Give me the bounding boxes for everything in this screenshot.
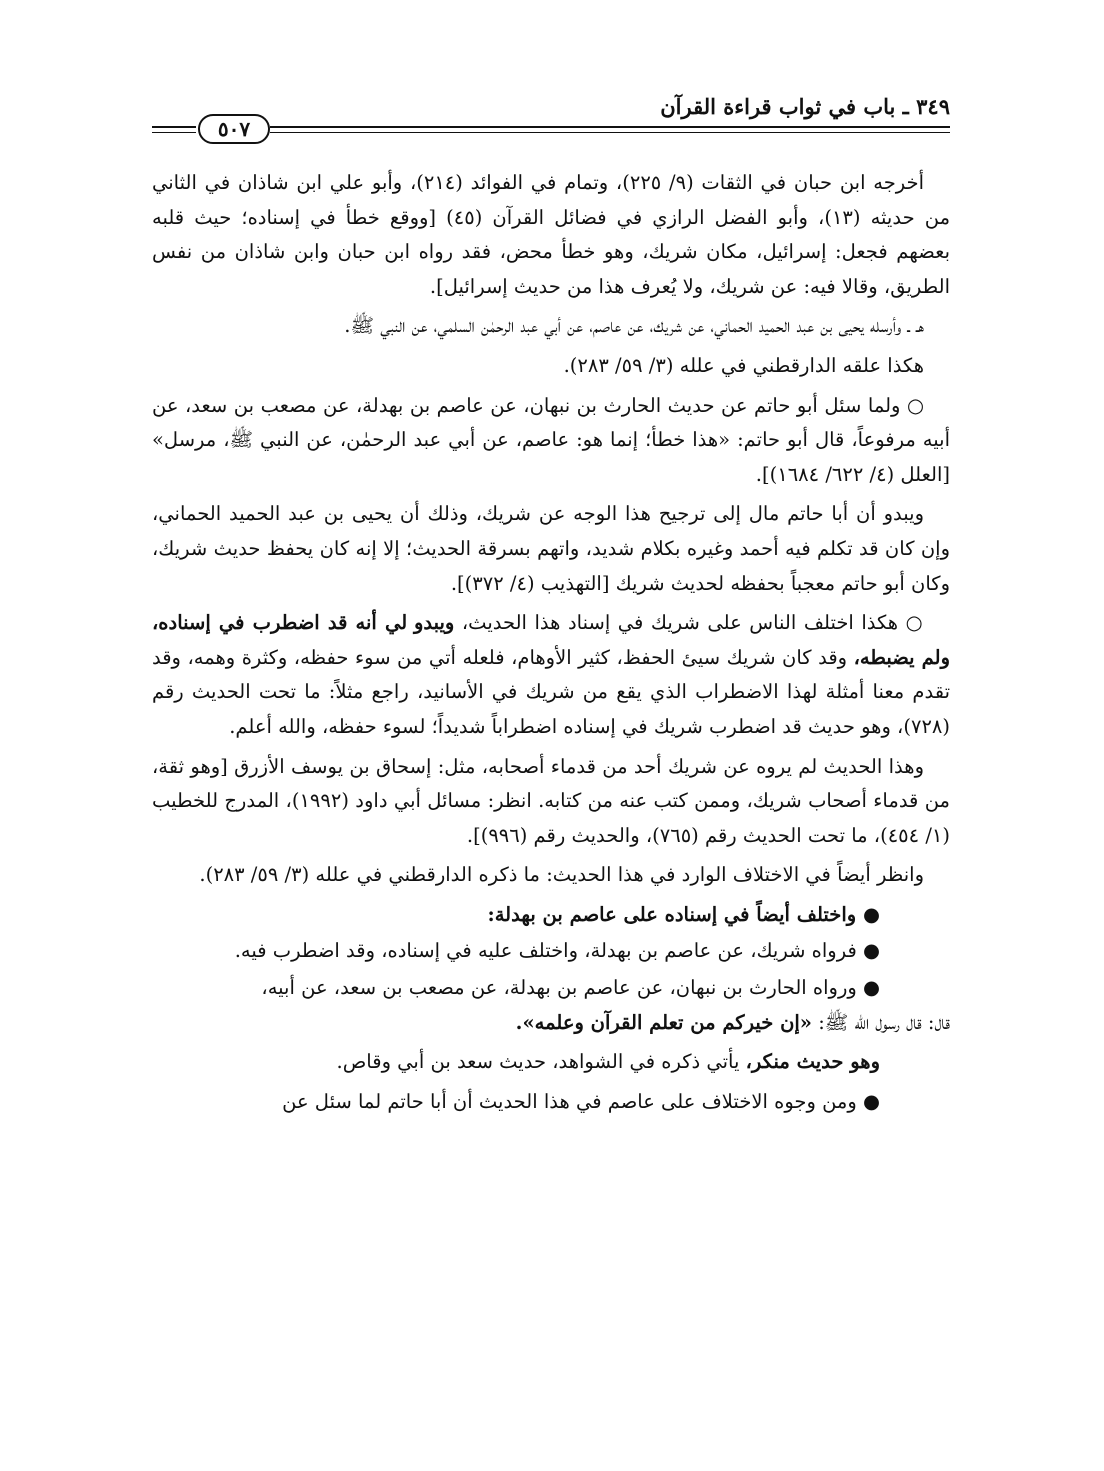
paragraph-see-also: وانظر أيضاً في الاختلاف الوارد في هذا الحديث: ما ذكره الدارقطني في علله (٣/ ٥٩/ ٢٨٣).: [199, 863, 924, 887]
paragraph-tarjih: ويبدو أن أبا حاتم مال إلى ترجيح هذا الوجه عن شريك، وذلك أن يحيى بن عبد الحميد الحماني، وإن كان قد تكلم فيه أحمد وغيره بكلام شديد، واتهم بسرقة الحديث؛ إلا إنه كان يحفظ حديث شريك، وكان أبو حاتم معجباً بحفظه لحديث شريك [التهذيب (٤/ ٣٧٢)].: [152, 502, 950, 595]
chapter-title: ٣٤٩ ـ باب في ثواب قراءة القرآن: [660, 94, 950, 119]
paragraph-mursal: هـ ـ وأرسله يحيى بن عبد الحميد الحماني، عن شريك، عن عاصم، عن أبي عبد الرحمٰن السلمي، عن النبي ﷺ.: [344, 314, 924, 338]
bullet-item: [152, 1085, 950, 1120]
bullet-item: [152, 971, 950, 1006]
bullet-icon: ●: [862, 939, 880, 963]
paragraph-azraq: وهذا الحديث لم يروه عن شريك أحد من قدماء أصحابه، مثل: إسحاق بن يوسف الأزرق [وهو ثقة، من قدماء أصحاب شريك، وممن كتب عنه من كتابه. انظر: مسائل أبي داود (١٩٩٢)، المدرج للخطيب (١/ ٤٥٤)، ما تحت الحديث رقم (٧٦٥)، والحديث رقم (٩٩٦)].: [152, 754, 950, 847]
header-rule: [270, 126, 950, 128]
paragraph-abu-hatim: ○ ولما سئل أبو حاتم عن حديث الحارث بن نبهان، عن عاصم بن بهدلة، عن مصعب بن سعد، عن أبيه مرفوعاً، قال أبو حاتم: «هذا خطأ؛ إنما هو: عاصم، عن أبي عبد الرحمٰن، عن النبي ﷺ، مرسل» [العلل (٤/ ٦٢٢/ ١٦٨٤)].: [152, 393, 950, 486]
bullet-icon: ●: [862, 902, 880, 926]
bullet-text: واختلف أيضاً في إسناده على عاصم بن بهدلة:: [487, 902, 857, 926]
bold-text-run: وهو حديث منكر،: [745, 1050, 880, 1074]
bullet-text: فرواه شريك، عن عاصم بن بهدلة، واختلف عليه في إسناده، وقد اضطرب فيه.: [234, 939, 857, 963]
bullet-icon: ●: [862, 1089, 880, 1113]
page-number: ٥٠٧: [198, 114, 270, 144]
bullet-item: [152, 934, 950, 969]
header-rule-left: [152, 126, 196, 128]
paragraph-takhrij: أخرجه ابن حبان في الثقات (٩/ ٢٢٥)، وتمام في الفوائد (٢١٤)، وأبو علي ابن شاذان في الثاني من حديثه (١٣)، وأبو الفضل الرازي في فضائل القرآن (٤٥) [ووقع خطأ في إسناده؛ حيث قلبه بعضهم فجعل: إسرائيل، مكان شريك، وهو خطأ محض، فقد رواه ابن حبان وابن شاذان من نفس الطريق، وقالا فيه: عن شريك، ولا يُعرف هذا من حديث إسرائيل].: [152, 171, 951, 298]
bullet-item: [152, 898, 950, 933]
page-header: [152, 92, 950, 152]
text-run: وقد كان شريك سيئ الحفظ، كثير الأوهام، فلعله أتي من سوء حفظه، وكثرة وهمه، وقد تقدم معنا أمثلة لهذا الاضطراب الذي يقع من شريك في الأسانيد، راجع مثلاً: ما تحت الحديث رقم (٧٢٨)، وهو حديث قد اضطرب شريك في إسناده اضطراباً شديداً؛ لسوء حفظه، والله أعلم.: [152, 645, 950, 738]
bullet-text: ومن وجوه الاختلاف على عاصم في هذا الحديث أن أبا حاتم لما سئل عن: [282, 1089, 857, 1113]
bullet-text: ورواه الحارث بن نبهان، عن عاصم بن بهدلة، عن مصعب بن سعد، عن أبيه،: [261, 976, 857, 1000]
paragraph-daraqutni: هكذا علقه الدارقطني في علله (٣/ ٥٩/ ٢٨٣).: [563, 353, 924, 377]
text-run: قال: قال رسول الله ﷺ:: [812, 1010, 950, 1034]
text-run: ○ هكذا اختلف الناس على شريك في إسناد هذا الحديث،: [454, 611, 924, 635]
paragraph-munkar: [152, 1045, 950, 1080]
bullet-icon: ●: [862, 976, 880, 1000]
text-run: يأتي ذكره في الشواهد، حديث سعد بن أبي وقاص.: [336, 1050, 746, 1074]
page-body: [152, 166, 950, 1121]
bold-text-run: ويبدو لي أنه قد اضطرب في إسناده، ولم يضبطه،: [152, 611, 950, 669]
hadith-matn: «إن خيركم من تعلم القرآن وعلمه».: [515, 1010, 812, 1034]
paragraph-idtirab: [152, 606, 950, 744]
paragraph-hadith-text: [152, 1006, 950, 1041]
